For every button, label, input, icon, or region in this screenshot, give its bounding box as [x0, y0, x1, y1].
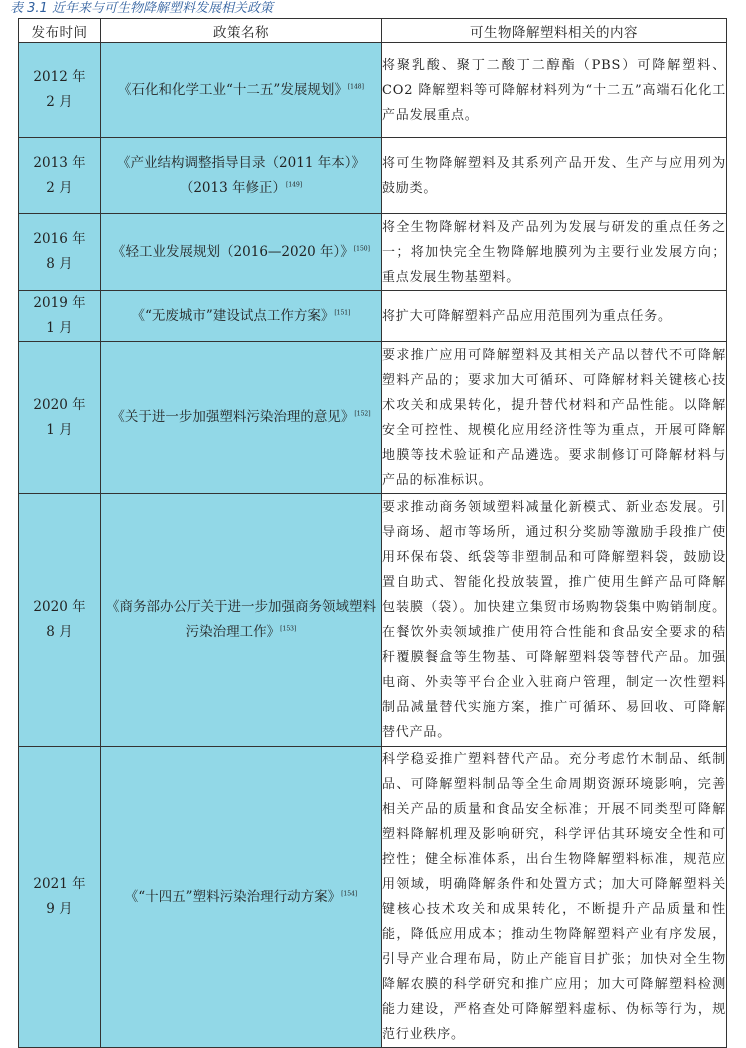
- date-year: 2012 年: [33, 69, 86, 85]
- reference-number: [149]: [286, 181, 303, 188]
- date-month: 1 月: [46, 421, 73, 438]
- policy-table: [18, 18, 727, 1048]
- policy-name-cell: [101, 342, 382, 494]
- header-date: 发布时间: [19, 19, 101, 43]
- policy-content-cell: 科学稳妥推广塑料替代产品。充分考虑竹木制品、纸制品、可降解塑料制品等全生命周期资源环境影响，完善相关产品的质量和食品安全标准；开展不同类型可降解塑料降解机理及影响研究，科学评估其环境安全性和可控性；健全标准体系，出台生物降解塑料标准，规范应用领域，明确降解条件和处置方式；加大可降解塑料关键核心技术攻关和成果转化，不断提升产品质量和性能，降低应用成本；推动生物降解塑料产业有序发展，引导产业合理布局，防止产能盲目扩张；加快对全生物降解农膜的科学研究和推广应用；加大可降解塑料检测能力建设，严格查处可降解塑料虚标、伪标等行为，规范行业秩序。: [382, 747, 727, 1048]
- date-year: 2020 年: [33, 599, 86, 615]
- date-month: 2 月: [46, 179, 73, 196]
- date-month: 8 月: [46, 256, 73, 272]
- date-year: 2021 年: [33, 876, 86, 892]
- policy-content-cell: 将扩大可降解塑料产品应用范围列为重点任务。: [382, 291, 727, 342]
- policy-content-cell: 将可生物降解塑料及其系列产品开发、生产与应用列为鼓励类。: [382, 138, 727, 214]
- table-row: [19, 214, 727, 291]
- date-year: 2013 年: [33, 154, 86, 171]
- date-month: 8 月: [46, 624, 73, 640]
- reference-number: [150]: [353, 245, 370, 252]
- policy-name-cell: [101, 291, 382, 342]
- date-cell: [19, 342, 101, 494]
- table-header-row: [19, 19, 727, 43]
- table-row: [19, 43, 727, 138]
- policy-content-cell: 要求推广应用可降解塑料及其相关产品以替代不可降解塑料产品的；要求加大可循环、可降解材料关键核心技术攻关和成果转化，提升替代材料和产品性能。以降解安全可控性、规模化应用经济性等为重点，开展可降解地膜等技术验证和产品遴选。要求制修订可降解材料与产品的标准标识。: [382, 342, 727, 494]
- date-cell: [19, 291, 101, 342]
- policy-name: 《关于进一步加强塑料污染治理的意见》: [111, 409, 355, 425]
- date-cell: [19, 138, 101, 214]
- policy-name: 《轻工业发展规划（2016—2020 年）》: [112, 243, 354, 260]
- date-month: 2 月: [46, 94, 73, 110]
- policy-name: 《石化和化学工业“十二五”发展规划》: [118, 81, 348, 98]
- reference-number: [148]: [347, 83, 364, 90]
- table-caption: 表 3.1 近年来与可生物降解塑料发展相关政策: [10, 1, 273, 16]
- policy-name: 《“无废城市”建设试点工作方案》: [131, 307, 335, 324]
- table-row: [19, 291, 727, 342]
- policy-name: 《商务部办公厅关于进一步加强商务领域塑料污染治理工作》: [106, 599, 376, 640]
- date-cell: [19, 494, 101, 747]
- reference-number: [153]: [280, 625, 297, 633]
- policy-name-cell: [101, 214, 382, 291]
- policy-name-cell: [101, 494, 382, 747]
- policy-content-cell: 将全生物降解材料及产品列为发展与研发的重点任务之一；将加快完全生物降解地膜列为主要行业发展方向；重点发展生物基塑料。: [382, 214, 727, 291]
- table-row: [19, 138, 727, 214]
- policy-content-cell: 将聚乳酸、聚丁二酸丁二醇酯（PBS）可降解塑料、CO2 降解塑料等可降解材料列为“十二五”高端石化化工产品发展重点。: [382, 43, 727, 138]
- header-content: 可生物降解塑料相关的内容: [382, 19, 727, 43]
- policy-name-cell: [101, 138, 382, 214]
- date-cell: [19, 214, 101, 291]
- table-row: [19, 494, 727, 747]
- policy-name: 《“十四五”塑料污染治理行动方案》: [124, 888, 342, 905]
- table-row: [19, 342, 727, 494]
- reference-number: [151]: [334, 309, 351, 316]
- reference-number: [152]: [354, 410, 371, 418]
- date-month: 9 月: [46, 901, 73, 917]
- policy-content-cell: 要求推动商务领域塑料减量化新模式、新业态发展。引导商场、超市等场所，通过积分奖励等激励手段推广使用环保布袋、纸袋等非塑制品和可降解塑料袋，鼓励设置自助式、智能化投放装置，推广使用生鲜产品可降解包装膜（袋）。加快建立集贸市场购物袋集中购销制度。在餐饮外卖领域推广使用符合性能和食品安全要求的秸秆覆膜餐盒等生物基、可降解塑料袋等替代产品。加强电商、外卖等平台企业入驻商户管理，制定一次性塑料制品减量替代实施方案，推广可循环、易回收、可降解替代产品。: [382, 494, 727, 747]
- date-year: 2016 年: [33, 231, 86, 247]
- date-month: 1 月: [46, 320, 73, 336]
- policy-name-cell: [101, 43, 382, 138]
- header-policy-name: 政策名称: [101, 19, 382, 43]
- reference-number: [154]: [341, 890, 358, 897]
- date-year: 2020 年: [33, 396, 86, 413]
- policy-name: 《产业结构调整指导目录（2011 年本）》（2013 年修正）: [117, 154, 365, 196]
- date-year: 2019 年: [33, 295, 86, 311]
- table-row: [19, 747, 727, 1048]
- date-cell: [19, 43, 101, 138]
- date-cell: [19, 747, 101, 1048]
- policy-name-cell: [101, 747, 382, 1048]
